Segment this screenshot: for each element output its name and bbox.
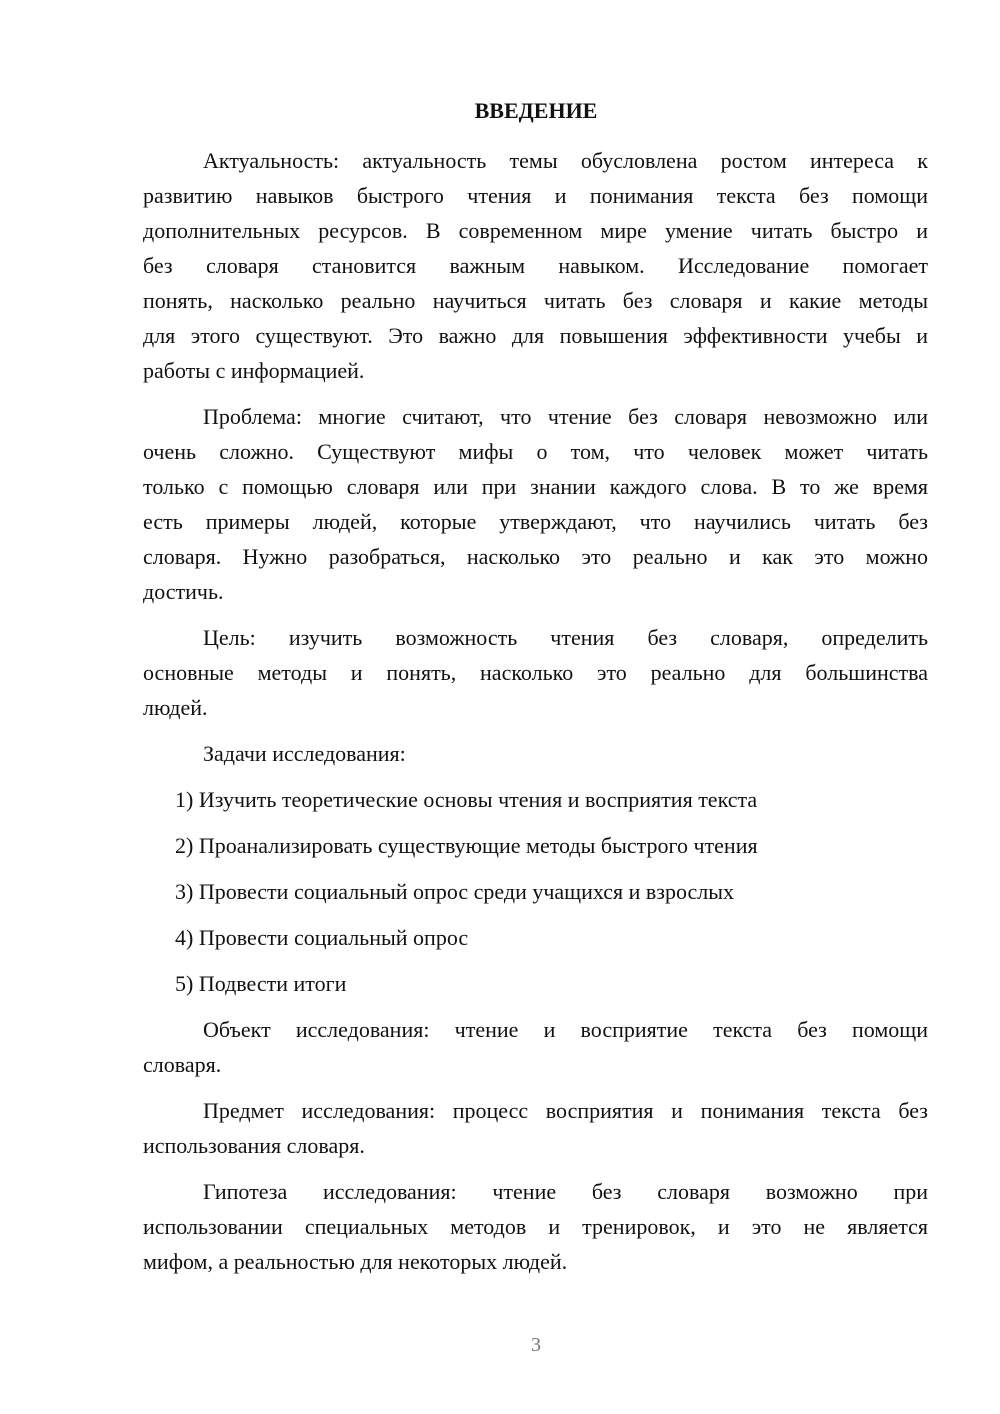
text-line: понять, насколько реально научиться читать без словаря и какие методы [143, 288, 928, 313]
paragraph-relevance [143, 143, 928, 388]
text-line: Задачи исследования: [203, 741, 406, 766]
text-line: очень сложно. Существуют мифы о том, что человек может читать [143, 439, 928, 464]
text-line: Предмет исследования: процесс восприятия и понимания текста без [203, 1098, 928, 1123]
text-line: людей. [143, 695, 208, 720]
text-line: Цель: изучить возможность чтения без словаря, определить [203, 625, 928, 650]
paragraph-hypothesis [143, 1174, 928, 1279]
task-item [143, 874, 928, 909]
text-line: мифом, а реальностью для некоторых людей. [143, 1249, 568, 1274]
text-line: для этого существуют. Это важно для повышения эффективности учебы и [143, 323, 928, 348]
text-line: только с помощью словаря или при знании каждого слова. В то же время [143, 474, 928, 499]
text-line: Объект исследования: чтение и восприятие текста без помощи [203, 1017, 928, 1042]
text-line: развитию навыков быстрого чтения и понимания текста без помощи [143, 183, 928, 208]
text-line: 5) Подвести итоги [175, 971, 347, 996]
text-line: 2) Проанализировать существующие методы быстрого чтения [175, 833, 758, 858]
text-line: 1) Изучить теоретические основы чтения и восприятия текста [175, 787, 758, 812]
paragraph-tasks-heading [143, 736, 928, 771]
text-line: использовании специальных методов и тренировок, и это не является [143, 1214, 928, 1239]
text-line: основные методы и понять, насколько это реально для большинства [143, 660, 928, 685]
text-line: есть примеры людей, которые утверждают, что научились читать без [143, 509, 928, 534]
text-line: Гипотеза исследования: чтение без словаря возможно при [203, 1179, 928, 1204]
document-body [143, 143, 928, 1290]
text-line: дополнительных ресурсов. В современном мире умение читать быстро и [143, 218, 928, 243]
page-title: ВВЕДЕНИЕ [474, 98, 598, 123]
text-line: Проблема: многие считают, что чтение без словаря невозможно или [203, 404, 928, 429]
page-number: 3 [531, 1334, 541, 1356]
paragraph-object [143, 1012, 928, 1082]
text-line: словаря. [143, 1052, 222, 1077]
text-line: 3) Провести социальный опрос среди учащихся и взрослых [175, 879, 735, 904]
text-line: достичь. [143, 579, 224, 604]
task-item [143, 828, 928, 863]
text-line: словаря. Нужно разобраться, насколько это реально и как это можно [143, 544, 928, 569]
text-line: работы с информацией. [143, 358, 365, 383]
paragraph-subject [143, 1093, 928, 1163]
task-item [143, 966, 928, 1001]
text-line: использования словаря. [143, 1133, 365, 1158]
text-line: без словаря становится важным навыком. Исследование помогает [143, 253, 928, 278]
text-line: Актуальность: актуальность темы обусловлена ростом интереса к [203, 148, 928, 173]
text-line: 4) Провести социальный опрос [175, 925, 469, 950]
paragraph-problem [143, 399, 928, 609]
task-item [143, 920, 928, 955]
paragraph-goal [143, 620, 928, 725]
task-item [143, 782, 928, 817]
